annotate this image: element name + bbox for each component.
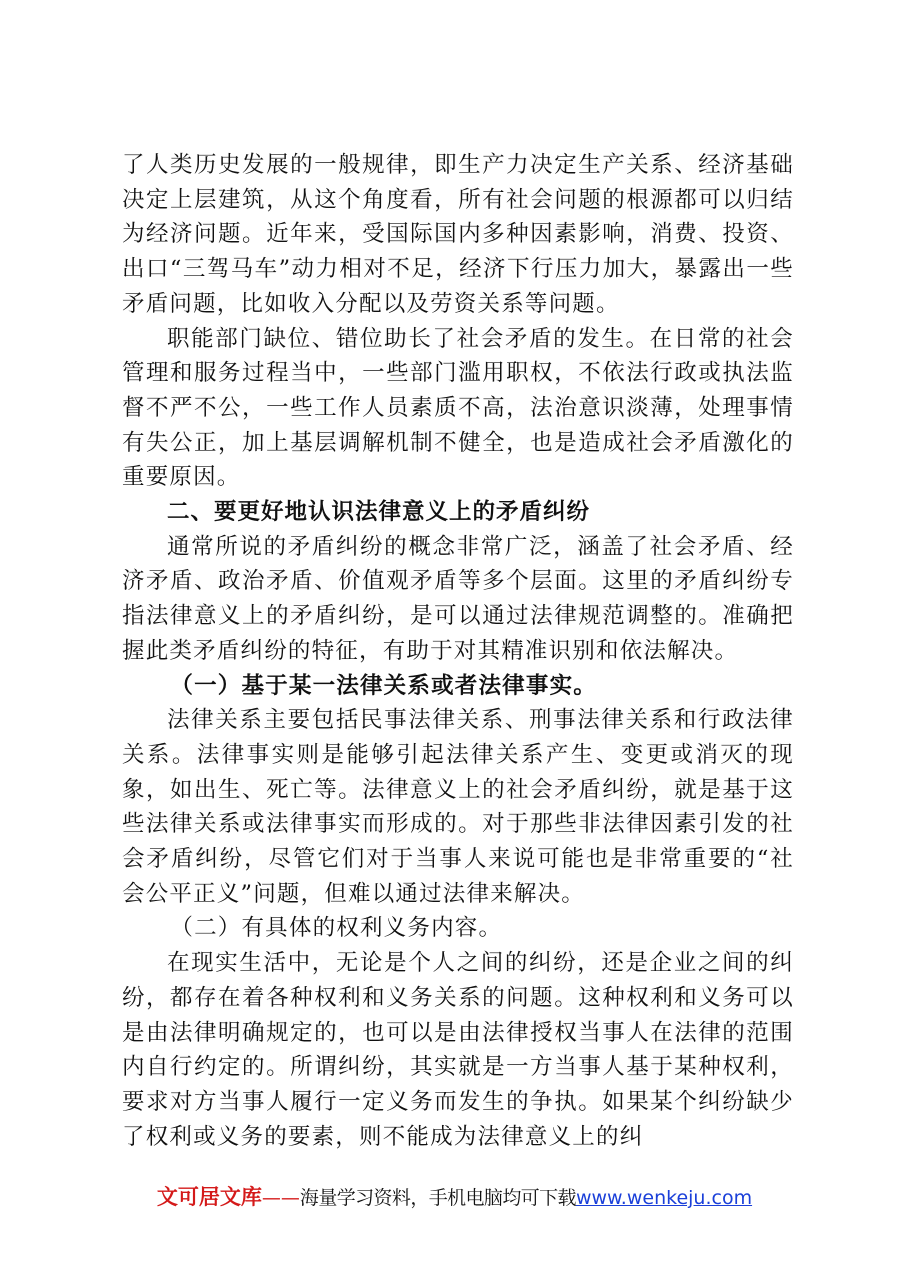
paragraph: 通常所说的矛盾纠纷的概念非常广泛，涵盖了社会矛盾、经济矛盾、政治矛盾、价值观矛盾等多个层面。这里的矛盾纠纷专指法律意义上的矛盾纠纷，是可以通过法律规范调整的。准确把握此类矛盾纠纷的特征，有助于对其精准识别和依法解决。	[122, 533, 794, 664]
footer-slogan: 海量学习资料，手机电脑均可下载	[299, 1187, 576, 1209]
paragraph: 在现实生活中，无论是个人之间的纠纷，还是企业之间的纠纷，都存在着各种权利和义务关系的问题。这种权利和义务可以是由法律明确规定的，也可以是由法律授权当事人在法律的范围内自行约定的。所谓纠纷，其实就是一方当事人基于某种权利，要求对方当事人履行一定义务而发生的争执。如果某个纠纷缺少了权利或义务的要素，则不能成为法律意义上的纠	[122, 950, 794, 1150]
footer-website-link[interactable]: www.wenkeju.com	[575, 1187, 753, 1209]
section-heading: 二、要更好地认识法律意义上的矛盾纠纷	[167, 499, 591, 526]
paragraph-continuation: 了人类历史发展的一般规律，即生产力决定生产关系、经济基础决定上层建筑，从这个角度看，所有社会问题的根源都可以归结为经济问题。近年来，受国际国内多种因素影响，消费、投资、出口“三驾马车”动力相对不足，经济下行压力加大，暴露出一些矛盾问题，比如收入分配以及劳资关系等问题。	[122, 152, 794, 317]
footer-dash: ——	[261, 1187, 300, 1209]
document-body	[122, 148, 794, 1154]
footer-brand: 文可居文库	[156, 1185, 262, 1209]
paragraph: 职能部门缺位、错位助长了社会矛盾的发生。在日常的社会管理和服务过程当中，一些部门滥用职权，不依法行政或执法监督不严不公，一些工作人员素质不高，法治意识淡薄，处理事情有失公正，加上基层调解机制不健全，也是造成社会矛盾激化的重要原因。	[122, 325, 794, 491]
subsection-heading: （二）有具体的权利义务内容。	[170, 915, 503, 942]
paragraph: 法律关系主要包括民事法律关系、刑事法律关系和行政法律关系。法律事实则是能够引起法律关系产生、变更或消灭的现象，如出生、死亡等。法律意义上的社会矛盾纠纷，就是基于这些法律关系或法律事实而形成的。对于那些非法律因素引发的社会矛盾纠纷，尽管它们对于当事人来说可能也是非常重要的“社会公平正义”问题，但难以通过法律来解决。	[122, 707, 794, 907]
subsection-heading: （一）基于某一法律关系或者法律事实。	[170, 672, 597, 699]
footer-banner	[0, 1183, 909, 1212]
